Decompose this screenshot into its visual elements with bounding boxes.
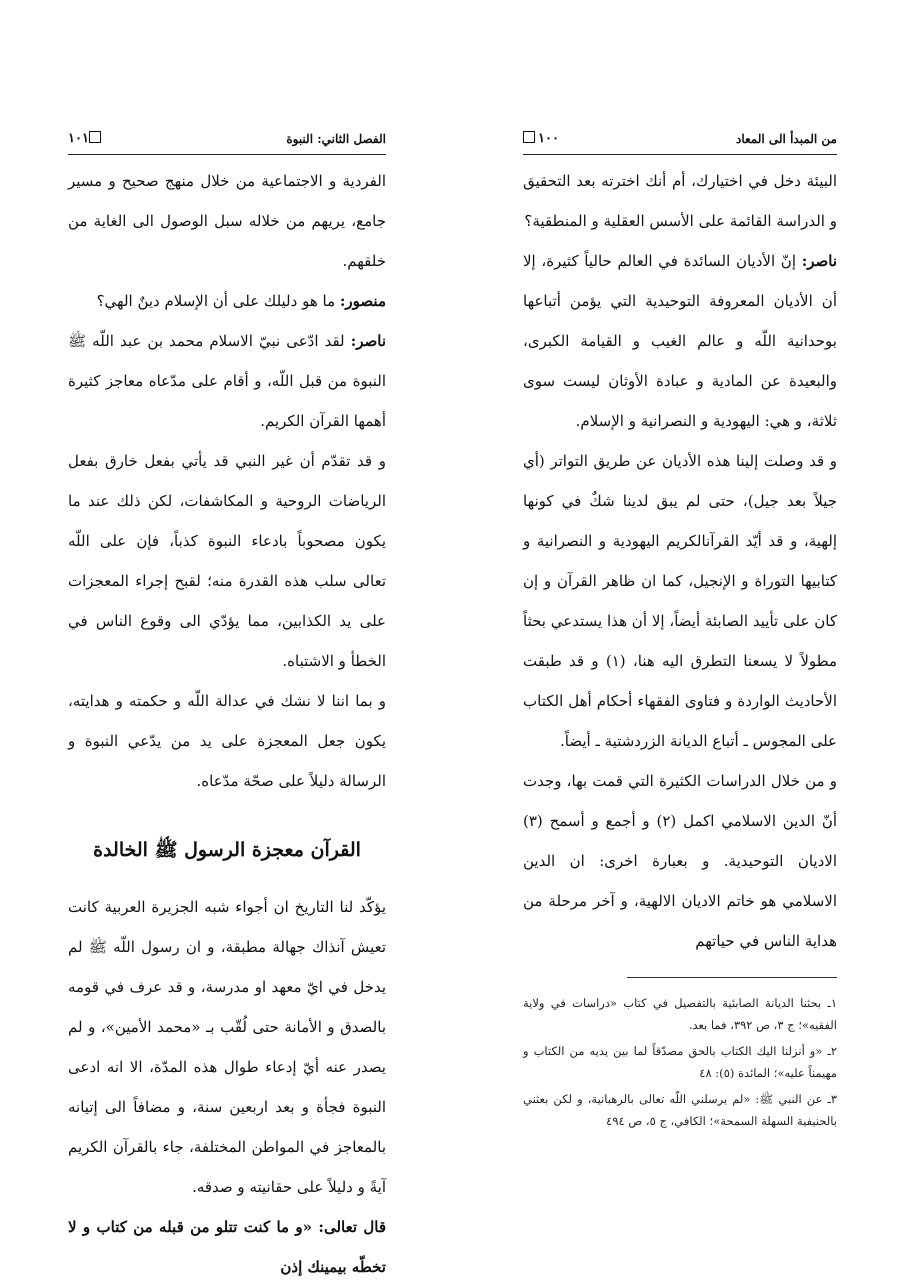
running-header [68, 128, 386, 155]
speaker-label: ناصر: [350, 332, 386, 350]
paragraph: و من خلال الدراسات الكثيرة التي قمت بها، وجدت أنّ الدين الاسلامي اكمل (٢) و أجمع و أسمح (٣) الاديان التوحيدية. و بعبارة اخرى: ان الدين الاسلامي هو خاتم الاديان الالهية، و آخر مرحلة من هداية الناس في حياتهم [523, 772, 837, 950]
page-101 [68, 128, 386, 1287]
footnote: ١ـ بحثنا الديانة الصابئية بالتفصيل في كتاب «دراسات في ولاية الفقيه»؛ ج ٣، ص ٣٩٢، فما بعد. [523, 996, 837, 1032]
paragraph: و قد تقدّم أن غير النبي قد يأتي بفعل خارق بفعل الرياضات الروحية و المكاشفات، لكن ذلك عند ما يكون مصحوباً بادعاء النبوة كذباً، فإن على اللّه تعالى سلب هذه القدرة منه؛ لقبح إجراء المعجزات على يد الكذابين، مما يؤدّي الى وقوع الناس في الخطأ و الاشتباه. [68, 452, 386, 670]
page-box-icon [89, 131, 101, 143]
quran-quote: قال تعالى: «و ما كنت تتلو من قبله من كتاب و لا تخطّه بيمينك إذن [68, 1218, 386, 1276]
page-100 [523, 128, 837, 1136]
footnote: ٣ـ عن النبي ﷺ: «لم يرسلني اللّه تعالى بالرهبانية، و لكن بعثني بالحنيفية السهلة السمحة»؛ الكافي، ج ٥، ص ٤٩٤ [523, 1092, 837, 1128]
header-title: الفصل الثاني: النبوة [286, 132, 386, 146]
footnote: ٢ـ «و أنزلنا اليك الكتاب بالحق مصدّقاً لما بين يديه من الكتاب و مهيمناً عليه»؛ المائدة (٥): ٤٨ [523, 1044, 837, 1080]
paragraph: ناصر: إنّ الأديان السائدة في العالم حالياً كثيرة، إلا أن الأديان المعروفة التوحيدية التي يؤمن أتباعها بوحدانية اللّه و عالم الغيب و القيامة الكبرى، والبعيدة عن المادية و عبادة الأوثان ليست سوى ثلاثة، و هي: اليهودية و النصرانية و الإسلام. [523, 252, 837, 430]
footnote-divider [627, 977, 837, 978]
running-header [523, 128, 837, 155]
paragraph: و بما اننا لا نشك في عدالة اللّه و حكمته و هدايته، يكون جعل المعجزة على يد من يدّعي النبوة و الرسالة دليلاً على صحّة مدّعاه. [68, 692, 386, 790]
page-number: ١٠٠ [523, 131, 559, 146]
section-heading: القرآن معجزة الرسول ﷺ الخالدة [93, 839, 361, 861]
speaker-label: منصور: [339, 292, 386, 310]
page-number: ١٠١ [68, 131, 104, 146]
paragraph: البيئة دخل في اختيارك، أم أنك اخترته بعد التحقيق و الدراسة القائمة على الأسس العقلية و المنطقية؟ [523, 172, 837, 230]
paragraph: ناصر: لقد ادّعى نبيّ الاسلام محمد بن عبد اللّه ﷺ النبوة من قبل اللّه، و أقام على مدّعاه معاجز كثيرة أهمها القرآن الكريم. [68, 332, 386, 430]
paragraph: و قد وصلت إلينا هذه الأديان عن طريق التواتر (أي جيلاً بعد جيل)، حتى لم يبق لدينا شكٌ في كونها إلهية، و قد أيّد القرآنالكريم اليهودية و النصرانية و كتابيها التوراة و الإنجيل، كما ان ظاهر القرآن و إن كان على تأييد الصابئة أيضاً، إلا أن هذا يستدعي بحثاً مطولاً لا يسعنا التطرق اليه هنا، (١) و قد طبقت الأحاديث الواردة و فتاوى الفقهاء أحكام أهل الكتاب على المجوس ـ أتباع الديانة الزردشتية ـ أيضاً. [523, 452, 837, 750]
paragraph: منصور: ما هو دليلك على أن الإسلام دينٌ الهي؟ [96, 292, 386, 310]
paragraph: الفردية و الاجتماعية من خلال منهج صحيح و مسير جامع، يريهم من خلاله سبل الوصول الى الغاية من خلقهم. [68, 172, 386, 270]
page-box-icon [523, 131, 535, 143]
speaker-label: ناصر: [801, 252, 837, 270]
paragraph: يؤكّد لنا التاريخ ان أجواء شبه الجزيرة العربية كانت تعيش آنذاك جهالة مطبقة، و ان رسول اللّه ﷺ لم يدخل في ايّ معهد او مدرسة، و قد عرف في قومه بالصدق و الأمانة حتى لُقّب بـ «محمد الأمين»، و لم يصدر عنه أيّ إدعاء طوال هذه المدّة، الا انه ادعى النبوة فجأة و بعد اربعين سنة، و مضافاً الى إتيانه بالمعاجز في المواطن المختلفة، جاء بالقرآن الكريم آيةً و دليلاً على حقانيته و صدقه. [68, 898, 386, 1196]
header-title: من المبدأ الى المعاد [736, 132, 837, 146]
